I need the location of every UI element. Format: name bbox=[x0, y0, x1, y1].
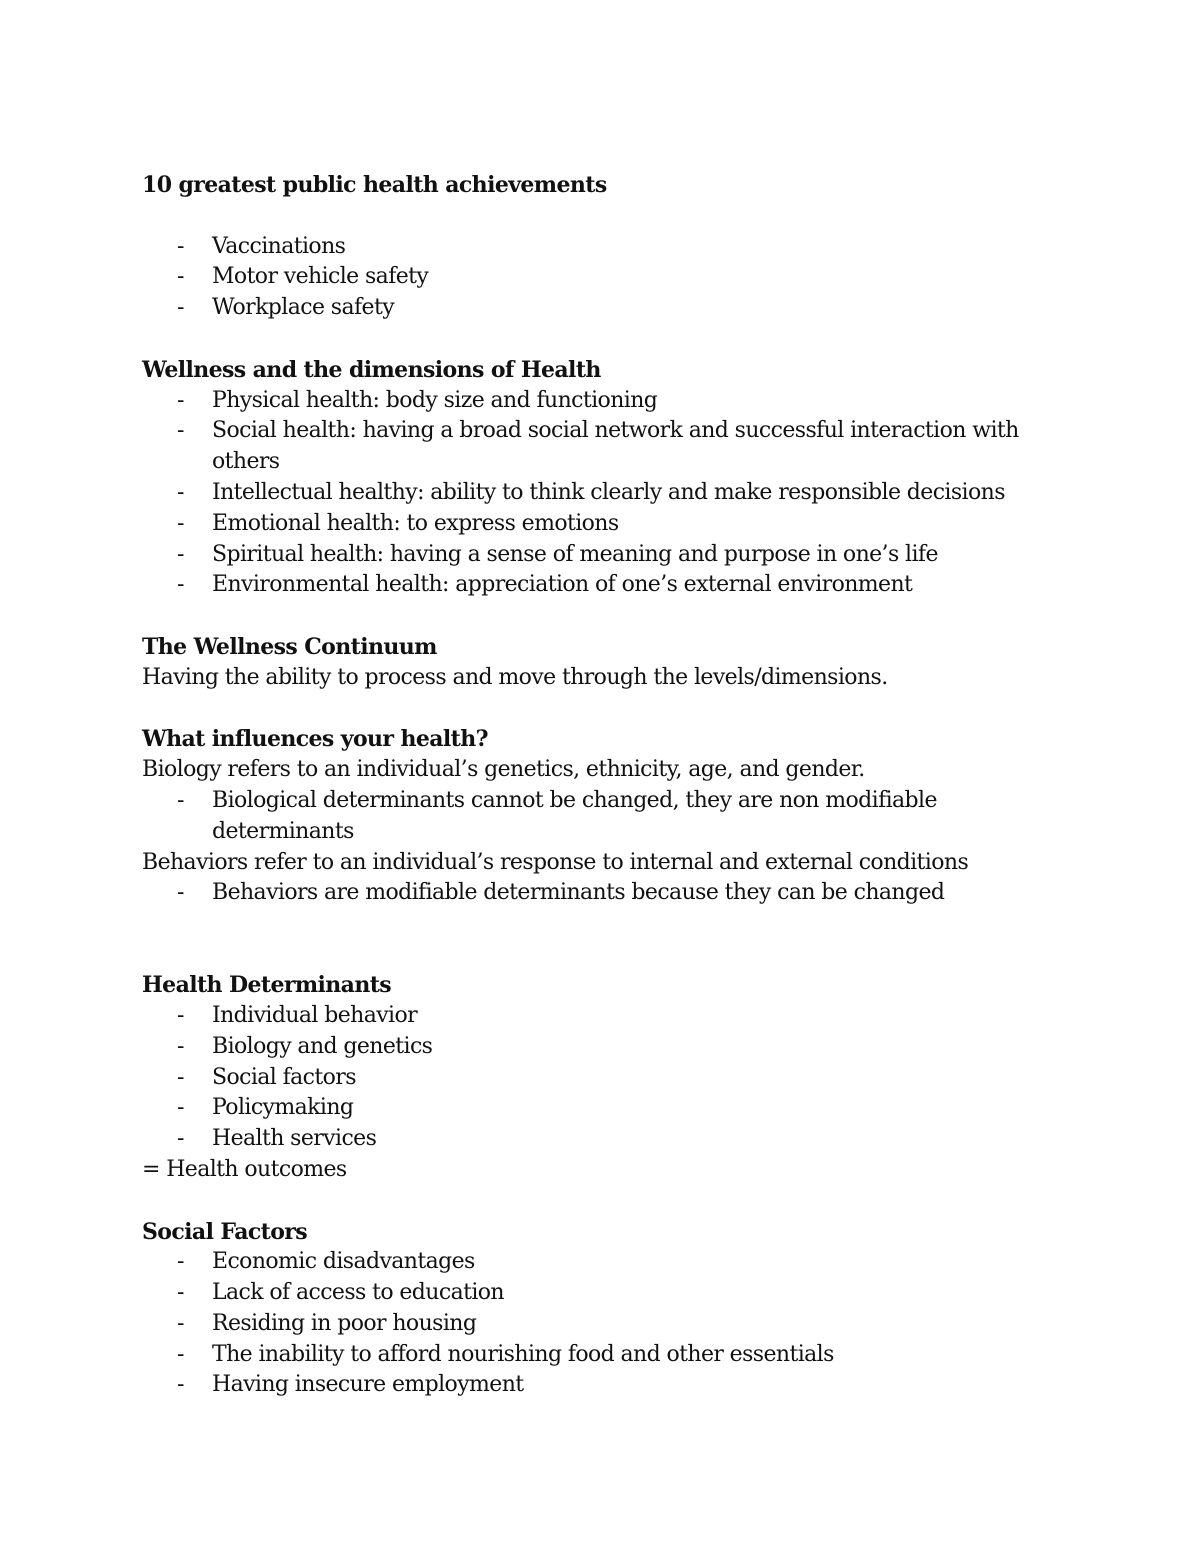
list-social bbox=[142, 1247, 1042, 1401]
dash-marker: - bbox=[177, 510, 184, 536]
spacer bbox=[142, 601, 1042, 632]
list-item-text: Health services bbox=[212, 1126, 377, 1152]
list-item bbox=[142, 416, 1042, 478]
list-item bbox=[142, 878, 1042, 909]
paragraph-continuum: Having the ability to process and move through the levels/dimensions. bbox=[142, 664, 888, 690]
list-achievements bbox=[142, 232, 1042, 324]
list-item-text: Having insecure employment bbox=[212, 1372, 524, 1398]
heading-achievements: 10 greatest public health achievements bbox=[142, 172, 607, 198]
dash-marker: - bbox=[177, 233, 184, 259]
list-item bbox=[142, 509, 1042, 540]
spacer bbox=[142, 201, 1042, 232]
spacer bbox=[142, 909, 1042, 970]
document-page bbox=[142, 170, 1042, 1401]
spacer bbox=[142, 1186, 1042, 1217]
dash-marker: - bbox=[177, 1002, 184, 1028]
dash-marker: - bbox=[177, 1341, 184, 1367]
list-item bbox=[142, 1001, 1042, 1032]
dash-marker: - bbox=[177, 1095, 184, 1121]
list-item bbox=[142, 1278, 1042, 1309]
dash-marker: - bbox=[177, 295, 184, 321]
list-wellness bbox=[142, 386, 1042, 602]
list-item-text: Motor vehicle safety bbox=[212, 264, 429, 290]
list-item-text: Environmental health: appreciation of one’s external environment bbox=[212, 572, 913, 598]
list-item bbox=[142, 1093, 1042, 1124]
heading-influences: What influences your health? bbox=[142, 726, 488, 753]
list-item-text: Economic disadvantages bbox=[212, 1249, 475, 1275]
list-item bbox=[142, 262, 1042, 293]
list-item-text: Workplace safety bbox=[212, 295, 395, 321]
list-item bbox=[142, 1340, 1042, 1371]
dash-marker: - bbox=[177, 787, 184, 813]
list-item-text: Residing in poor housing bbox=[212, 1310, 477, 1336]
list-item-text: The inability to afford nourishing food and other essentials bbox=[212, 1341, 834, 1367]
list-item bbox=[142, 1247, 1042, 1278]
paragraph-outcome: = Health outcomes bbox=[142, 1156, 347, 1182]
list-item-text: Social factors bbox=[212, 1064, 356, 1090]
dash-marker: - bbox=[177, 1033, 184, 1059]
list-biology bbox=[142, 786, 1042, 848]
heading-social: Social Factors bbox=[142, 1218, 308, 1245]
list-item-text: Individual behavior bbox=[212, 1002, 418, 1028]
dash-marker: - bbox=[177, 479, 184, 505]
heading-wellness: Wellness and the dimensions of Health bbox=[142, 356, 601, 383]
dash-marker: - bbox=[177, 264, 184, 290]
list-determinants bbox=[142, 1001, 1042, 1155]
heading-determinants: Health Determinants bbox=[142, 972, 392, 999]
list-item bbox=[142, 540, 1042, 571]
list-item-text: Vaccinations bbox=[212, 233, 346, 259]
list-item bbox=[142, 786, 1042, 848]
list-item bbox=[142, 1124, 1042, 1155]
dash-marker: - bbox=[177, 387, 184, 413]
spacer bbox=[142, 324, 1042, 355]
list-item-text: Biological determinants cannot be changed, they are non modifiable determinants bbox=[212, 787, 937, 844]
dash-marker: - bbox=[177, 418, 184, 444]
list-item bbox=[142, 478, 1042, 509]
list-item bbox=[142, 1063, 1042, 1094]
dash-marker: - bbox=[177, 572, 184, 598]
spacer bbox=[142, 694, 1042, 725]
list-item-text: Social health: having a broad social network and successful interaction with others bbox=[212, 418, 1019, 475]
list-item-text: Emotional health: to express emotions bbox=[212, 510, 619, 536]
paragraph-behaviors: Behaviors refer to an individual’s response to internal and external conditions bbox=[142, 849, 969, 875]
dash-marker: - bbox=[177, 1249, 184, 1275]
dash-marker: - bbox=[177, 1064, 184, 1090]
list-item bbox=[142, 1032, 1042, 1063]
list-item-text: Physical health: body size and functioning bbox=[212, 387, 658, 413]
dash-marker: - bbox=[177, 1280, 184, 1306]
list-item-text: Intellectual healthy: ability to think clearly and make responsible decisions bbox=[212, 479, 1005, 505]
list-item bbox=[142, 570, 1042, 601]
list-item-text: Policymaking bbox=[212, 1095, 354, 1121]
list-item-text: Behaviors are modifiable determinants because they can be changed bbox=[212, 880, 945, 906]
list-item bbox=[142, 1309, 1042, 1340]
list-item-text: Lack of access to education bbox=[212, 1280, 504, 1306]
list-item bbox=[142, 1370, 1042, 1401]
list-item bbox=[142, 293, 1042, 324]
dash-marker: - bbox=[177, 880, 184, 906]
dash-marker: - bbox=[177, 1310, 184, 1336]
list-item-text: Biology and genetics bbox=[212, 1033, 433, 1059]
paragraph-biology: Biology refers to an individual’s genetics, ethnicity, age, and gender. bbox=[142, 757, 865, 783]
list-item-text: Spiritual health: having a sense of meaning and purpose in one’s life bbox=[212, 541, 938, 567]
dash-marker: - bbox=[177, 1372, 184, 1398]
list-behaviors bbox=[142, 878, 1042, 909]
list-item bbox=[142, 232, 1042, 263]
heading-continuum: The Wellness Continuum bbox=[142, 633, 437, 660]
dash-marker: - bbox=[177, 541, 184, 567]
dash-marker: - bbox=[177, 1126, 184, 1152]
list-item bbox=[142, 386, 1042, 417]
